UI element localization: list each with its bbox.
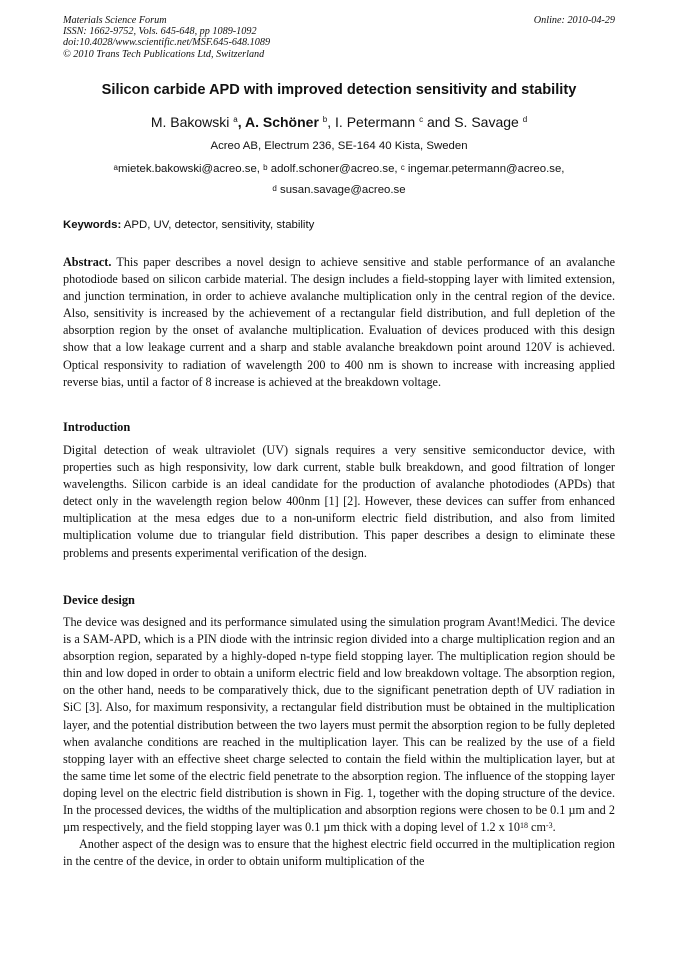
doping-exponent: 18 [519, 821, 528, 831]
journal-copyright: © 2010 Trans Tech Publications Ltd, Switzerland [63, 48, 265, 60]
email-address: susan.savage@acreo.se [276, 184, 406, 196]
abstract-paragraph [63, 254, 615, 391]
paper-title: Silicon carbide APD with improved detection sensitivity and stability [101, 82, 577, 98]
journal-header [63, 15, 615, 60]
author-name: M. Bakowski [150, 114, 234, 130]
affiliation-marker: c [419, 115, 424, 124]
journal-issn: ISSN: 1662-9752, Vols. 645-648, pp 1089-1092 [63, 26, 257, 38]
affiliation-marker: b [322, 115, 328, 124]
doping-unit: cm [527, 820, 546, 835]
device-design-text: The device was designed and its performance simulated using the simulation program Avant!Medici. The device is a SAM-APD, which is a PIN diode with the intrinsic region divided into a charge multiplication region and an absorption region, separated by a highly-doped n-type field stopping layer. The multiplication region should be thin and low doped in order to obtain a uniform electric field and low breakdown voltage. The absorption region, on the other hand, needs to be comparatively thick, due to the significant penetration depth of UV radiation in SiC [3]. Also, for maximum responsivity, a rectangular field distribution must be obtained in the multiplication layer, and the potential distribution between the two layers must permit the absorption region to be fully depleted when avalanche conditions are reached in the multiplication layer. This can be realized by the use of a field stopping layer with an effective sheet charge selected to contain the field within the multiplication layer, but at the same time let some of the electric field penetrate to the absorption region. The influence of the stopping layer doping level on the electric field distribution is shown in Fig. 1, together with the doping structure of the device. In the processed devices, the widths of the multiplication and absorption regions were chosen to be 0.1 µm and 2 µm respectively, and the field stopping layer was 0.1 µm thick with a doping level of 1.2 x 10 [63, 615, 615, 835]
author-name: , I. Petermann [327, 114, 420, 130]
email-address: mietek.bakowski@acreo.se, [117, 163, 264, 175]
device-design-paragraph-2: Another aspect of the design was to ensure that the highest electric field occurred in the multiplication region in the centre of the device, in order to obtain uniform multiplication of the [63, 837, 615, 869]
keywords-line [63, 218, 615, 232]
introduction-text: Digital detection of weak ultraviolet (UV) signals requires a very sensitive semiconductor device, with properties such as high responsivity, low dark current, stable bulk breakdown, and good filtration of longer wavelengths. Silicon carbide is an ideal candidate for the production of avalanche photodiodes (APDs) that detect only in the wavelength region below 400nm [1] [2]. However, these devices can suffer from enhanced multiplication at the mesa edges due to a non-uniform electric field distribution, and also from limited multiplication volume due to triangular field distribution. This paper describes a design to eliminate these problems and presents experimental verification of the design. [63, 443, 615, 560]
email-address: adolf.schoner@acreo.se, [267, 163, 401, 175]
author-emails [40, 159, 638, 201]
journal-doi: doi:10.4028/www.scientific.net/MSF.645-648.1089 [63, 37, 271, 49]
sentence-end: . [552, 820, 556, 835]
email-marker: d [272, 184, 277, 193]
author-separator: , A. Schöner [237, 114, 323, 130]
journal-name: Materials Science Forum [63, 15, 167, 26]
keywords-label: Keywords: [63, 219, 122, 231]
device-design-section [63, 614, 615, 870]
keywords-text: APD, UV, detector, sensitivity, stability [121, 219, 315, 231]
affiliation-marker: a [233, 115, 238, 124]
introduction-paragraph [63, 442, 615, 562]
unit-exponent: -3 [545, 821, 553, 831]
email-address: ingemar.petermann@acreo.se, [404, 163, 565, 175]
email-marker: b [263, 163, 268, 172]
section-heading-introduction: Introduction [63, 420, 131, 434]
email-marker: c [400, 163, 405, 172]
author-affiliation: Acreo AB, Electrum 236, SE-164 40 Kista, Sweden [210, 140, 468, 152]
device-design-paragraph-1 [63, 614, 615, 836]
abstract-text: This paper describes a novel design to achieve sensitive and stable performance of an avalanche photodiode based on silicon carbide material. The design includes a field-stopping layer with limited extension, and junction termination, in order to achieve avalanche multiplication only in the central region of the device. Also, sensitivity is increased by the achievement of a rectangular field distribution, and full depletion of the absorption region by the onset of avalanche multiplication. Evaluation of devices produced with this design show that a low leakage current and a sharp and stable avalanche breakdown point around 120V is achieved. Optical responsivity to radiation of wavelength 200 to 400 nm is shown to increase with increasing applied reverse bias, until a factor of 8 increase is achieved at the breakdown voltage. [63, 255, 615, 389]
email-marker: a [113, 163, 118, 172]
section-heading-device-design: Device design [63, 593, 135, 607]
affiliation-marker: d [522, 115, 528, 124]
abstract-label: Abstract. [63, 255, 112, 269]
author-name: and S. Savage [423, 114, 523, 130]
online-date: Online: 2010-04-29 [533, 15, 615, 26]
author-list [40, 113, 638, 131]
